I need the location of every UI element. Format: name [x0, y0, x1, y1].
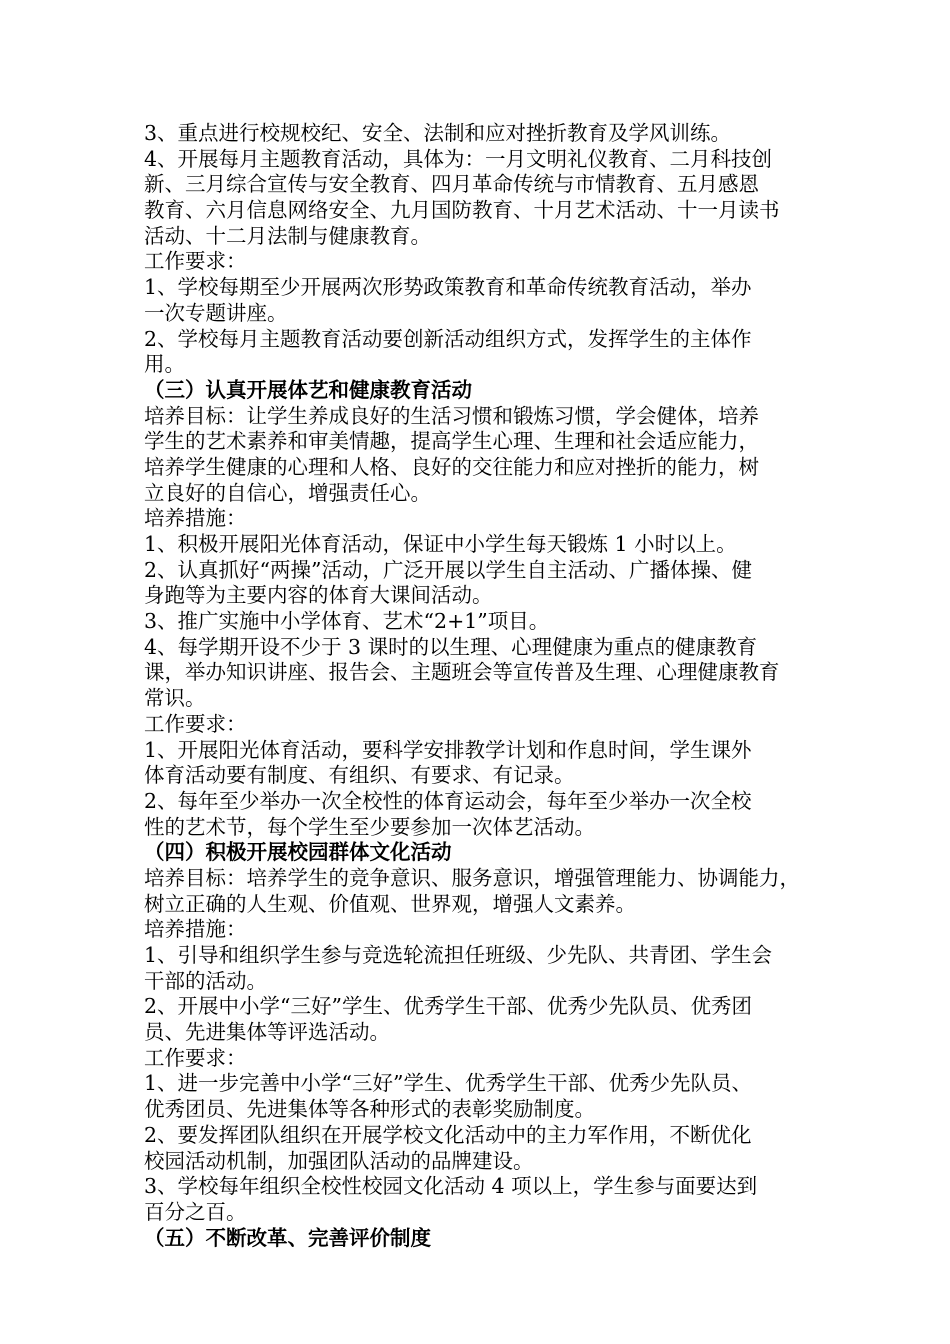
- text-line: 学生的艺术素养和审美情趣，提高学生心理、生理和社会适应能力，: [144, 429, 759, 454]
- text-line: 员、先进集体等评选活动。: [144, 1020, 390, 1045]
- section-heading: （三）认真开展体艺和健康教育活动: [144, 377, 472, 402]
- text-line: 活动、十二月法制与健康教育。: [144, 223, 431, 248]
- text-line: 1、开展阳光体育活动，要科学安排教学计划和作息时间，学生课外: [144, 737, 752, 762]
- text-line: 培养目标：培养学生的竞争意识、服务意识，增强管理能力、协调能力，: [144, 865, 800, 890]
- text-line: 1、进一步完善中小学“三好”学生、优秀学生干部、优秀少先队员、: [144, 1071, 753, 1096]
- text-line: 3、推广实施中小学体育、艺术“2+1”项目。: [144, 609, 550, 634]
- text-line: 立良好的自信心，增强责任心。: [144, 480, 431, 505]
- text-line: 培养目标：让学生养成良好的生活习惯和锻炼习惯，学会健体，培养: [144, 403, 759, 428]
- text-line: 课，举办知识讲座、报告会、主题班会等宣传普及生理、心理健康教育: [144, 660, 780, 685]
- text-line: 身跑等为主要内容的体育大课间活动。: [144, 583, 493, 608]
- text-line: 优秀团员、先进集体等各种形式的表彰奖励制度。: [144, 1097, 595, 1122]
- text-line: 4、每学期开设不少于 3 课时的以生理、心理健康为重点的健康教育: [144, 634, 758, 659]
- text-line: 体育活动要有制度、有组织、有要求、有记录。: [144, 763, 575, 788]
- text-line: 4、开展每月主题教育活动，具体为：一月文明礼仪教育、二月科技创: [144, 146, 773, 171]
- text-line: 校园活动机制，加强团队活动的品牌建设。: [144, 1148, 534, 1173]
- text-line: 工作要求：: [144, 1045, 247, 1070]
- text-line: 2、学校每月主题教育活动要创新活动组织方式，发挥学生的主体作: [144, 326, 752, 351]
- text-line: 2、开展中小学“三好”学生、优秀学生干部、优秀少先队员、优秀团: [144, 994, 753, 1019]
- text-line: 2、每年至少举办一次全校性的体育运动会，每年至少举办一次全校: [144, 788, 752, 813]
- text-line: 2、认真抓好“两操”活动，广泛开展以学生自主活动、广播体操、健: [144, 557, 753, 582]
- text-line: 性的艺术节，每个学生至少要参加一次体艺活动。: [144, 814, 595, 839]
- document-page: [144, 121, 814, 1251]
- text-line: 工作要求：: [144, 249, 247, 274]
- text-line: 干部的活动。: [144, 968, 267, 993]
- text-line: 教育、六月信息网络安全、九月国防教育、十月艺术活动、十一月读书: [144, 198, 780, 223]
- text-line: 工作要求：: [144, 711, 247, 736]
- text-line: 新、三月综合宣传与安全教育、四月革命传统与市情教育、五月感恩: [144, 172, 759, 197]
- text-line: 培养措施：: [144, 917, 247, 942]
- text-line: 3、学校每年组织全校性校园文化活动 4 项以上，学生参与面要达到: [144, 1174, 758, 1199]
- text-line: 培养学生健康的心理和人格、良好的交往能力和应对挫折的能力，树: [144, 454, 759, 479]
- text-line: 1、引导和组织学生参与竞选轮流担任班级、少先队、共青团、学生会: [144, 943, 773, 967]
- text-line: 用。: [144, 352, 185, 377]
- text-line: 1、学校每期至少开展两次形势政策教育和革命传统教育活动，举办: [144, 275, 752, 300]
- text-line: 1、积极开展阳光体育活动，保证中小学生每天锻炼 1 小时以上。: [144, 532, 737, 556]
- text-line: 百分之百。: [144, 1199, 247, 1224]
- text-line: 树立正确的人生观、价值观、世界观，增强人文素养。: [144, 891, 636, 916]
- text-line: 2、要发挥团队组织在开展学校文化活动中的主力军作用，不断优化: [144, 1122, 752, 1147]
- text-line: 3、重点进行校规校纪、安全、法制和应对挫折教育及学风训练。: [144, 121, 732, 145]
- section-heading: （五）不断改革、完善评价制度: [144, 1225, 431, 1250]
- text-line: 一次专题讲座。: [144, 300, 288, 325]
- section-heading: （四）积极开展校园群体文化活动: [144, 840, 452, 865]
- text-line: 常识。: [144, 686, 206, 711]
- text-line: 培养措施：: [144, 506, 247, 531]
